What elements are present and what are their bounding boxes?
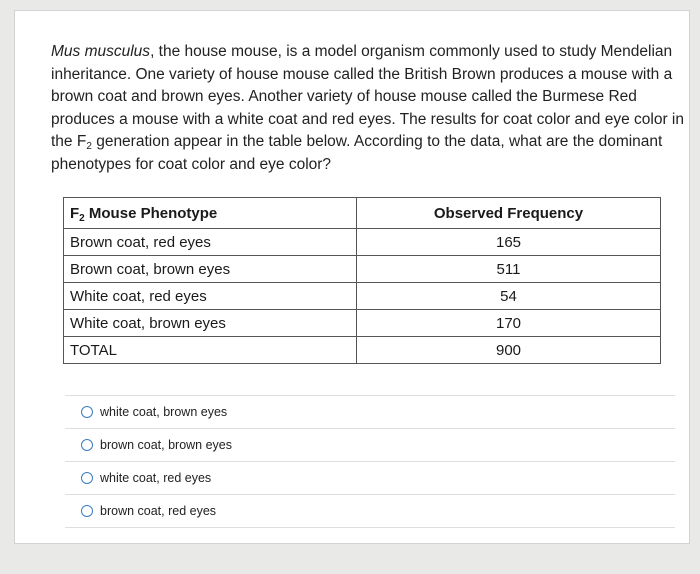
answer-option-brown-coat-red-eyes[interactable]: [65, 494, 675, 527]
frequency-cell: 511: [357, 256, 661, 283]
phenotype-table: [63, 197, 661, 364]
frequency-cell: 170: [357, 310, 661, 337]
radio-button-icon[interactable]: [81, 406, 93, 418]
option-label: white coat, red eyes: [100, 471, 212, 485]
answer-option-brown-coat-brown-eyes[interactable]: [65, 428, 675, 461]
table-row: [64, 256, 661, 283]
table-row: [64, 310, 661, 337]
frequency-cell: 165: [357, 229, 661, 256]
table-header-row: [64, 198, 661, 229]
question-text: [51, 41, 691, 176]
radio-button-icon[interactable]: [81, 472, 93, 484]
options-divider: [65, 527, 675, 528]
total-frequency-cell: 900: [357, 337, 661, 364]
table-row: [64, 229, 661, 256]
header-phenotype: $F_2$ Mouse Phenotype: [64, 198, 357, 229]
answer-options: [65, 395, 675, 528]
question-card: [14, 10, 690, 544]
radio-button-icon[interactable]: [81, 505, 93, 517]
total-label-cell: TOTAL: [64, 337, 357, 364]
phenotype-cell: Brown coat, brown eyes: [64, 256, 357, 283]
answer-option-white-coat-red-eyes[interactable]: [65, 461, 675, 494]
generation-subscript: 2: [86, 141, 92, 152]
species-name: Mus musculus: [51, 43, 151, 60]
radio-button-icon[interactable]: [81, 439, 93, 451]
option-label: brown coat, red eyes: [100, 504, 217, 518]
table-row: [64, 283, 661, 310]
question-text-part1: , the house mouse, is a model organism commonly used to study Mendelian inheritance. One variety of house mouse called the British Brown produces a mouse with a brown coat and brown eyes. Another variety of house mouse called the Burmese Red produces a mouse with a white coat and red eyes. The results for coat color and eye color in the F: [51, 43, 684, 150]
phenotype-cell: White coat, red eyes: [64, 283, 357, 310]
phenotype-cell: Brown coat, red eyes: [64, 229, 357, 256]
option-label: white coat, brown eyes: [100, 405, 228, 419]
phenotype-cell: White coat, brown eyes: [64, 310, 357, 337]
table-row-total: [64, 337, 661, 364]
option-label: brown coat, brown eyes: [100, 438, 233, 452]
header-frequency: Observed Frequency: [357, 198, 661, 229]
question-text-part2: generation appear in the table below. According to the data, what are the dominant phenotypes for coat color and eye color?: [51, 133, 663, 173]
answer-option-white-coat-brown-eyes[interactable]: [65, 395, 675, 428]
frequency-cell: 54: [357, 283, 661, 310]
